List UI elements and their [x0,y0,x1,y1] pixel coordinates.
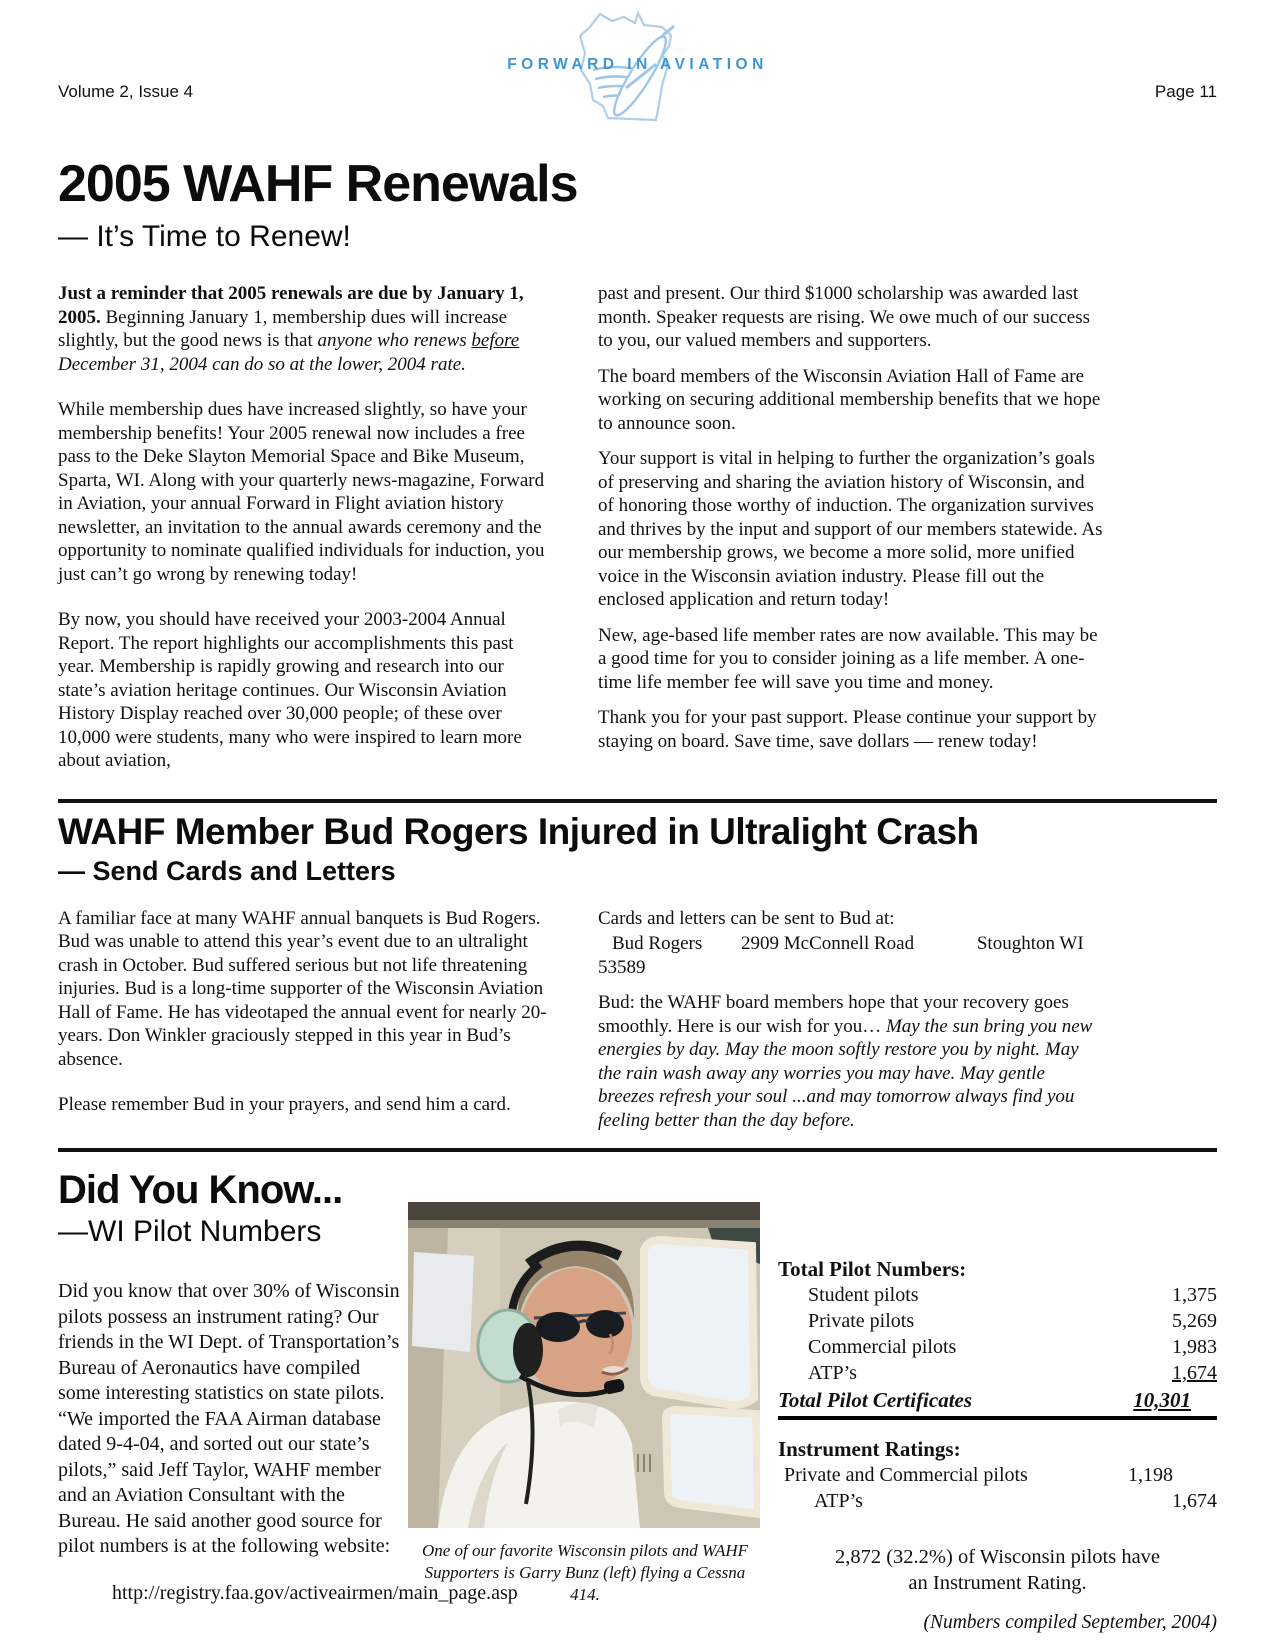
section-divider [58,1148,1217,1152]
renewals-article [58,154,1217,795]
lead-bold-text: Just a reminder that 2005 renewals are due by January 1, 2005. [58,283,524,328]
address-city: Stoughton WI 53589 [598,933,1084,978]
paragraph [58,282,550,376]
volume-label: Volume 2, Issue 4 [58,82,194,101]
total-pilot-numbers-header: Total Pilot Numbers: [778,1257,967,1281]
bud-address [598,932,1103,979]
photo-caption-line: One of our favorite Wisconsin pilots and WAHF [421,1541,749,1560]
total-certificates-value: 10,301 [1133,1388,1191,1412]
total-certificates-row [778,1386,1217,1420]
did-you-know-article [58,1160,1217,1636]
renewals-title: 2005 WAHF Renewals [58,155,578,213]
paragraph: While membership dues have increased slightly, so have your membership benefits! Your 2005 renewal now includes a free pass to the Deke Slayton Memorial Space and Bike Museum, Sparta, WI. Along with your quarterly news-magazine, Forward in Aviation, your annual Forward in Flight aviation history newsletter, an invitation to the annual awards ceremony and the opportunity to nominate qualified individuals for induction, you just can’t go wrong by renewing today! [58,399,545,585]
table-row [778,1360,1217,1386]
bud-columns [58,907,1217,1145]
instrument-rating-summary [778,1544,1217,1596]
underlined-text: before [471,330,520,351]
bud-title: WAHF Member Bud Rogers Injured in Ultralight Crash [58,810,979,852]
stat-label: Student pilots [808,1284,919,1306]
stat-label: Private pilots [808,1310,915,1332]
stat-label: ATP’s [808,1362,857,1384]
bud-subtitle: — Send Cards and Letters [58,855,396,886]
did-you-know-title: Did You Know... [58,1168,343,1212]
renewals-right-column [598,282,1103,795]
stat-label: Commercial pilots [808,1336,957,1358]
pilot-statistics-table [762,1256,1217,1636]
paragraph: The board members of the Wisconsin Aviation Hall of Fame are working on securing additional membership benefits that we hope to announce soon. [598,365,1101,434]
paragraph: A familiar face at many WAHF annual banquets is Bud Rogers. Bud was unable to attend this year’s event due to an ultralight crash in October. Bud suffered serious but not life threatening injuries. Bud is a long-time supporter of the Wisconsin Aviation Hall of Fame. He has videotaped the annual event for nearly 20-years. Don Winkler graciously stepped in this year in Bud’s absence. [58,907,547,1070]
address-street: 2909 McConnell Road [741,933,915,954]
cockpit-photo [408,1202,760,1528]
paragraph: Thank you for your past support. Please continue your support by staying on board. Save time, save dollars — renew today! [598,707,1097,752]
table-row [778,1488,1217,1514]
summary-line: 2,872 (32.2%) of Wisconsin pilots have [834,1546,1161,1568]
renewals-left-column [58,282,550,795]
table-row [778,1334,1217,1360]
stat-label: Private and Commercial pilots [784,1464,1028,1486]
pilot-photo-figure [408,1202,762,1636]
body-text: Bud: the WAHF board members hope that your recovery goes smoothly. Here is our wish for you… [598,992,1069,1037]
did-you-know-subtitle: —WI Pilot Numbers [58,1215,322,1248]
italic-text: December 31, 2004 can do so at the lower, 2004 rate. [58,353,466,375]
italic-wish-text: May the sun bring you new energies by day. May the moon softly restore you by night. May the rain wash away any worries you may have. May gentle breezes refresh your soul ...and may tomorrow always find you feeling better than the day before. [598,1015,1093,1131]
photo-caption-line: Supporters is Garry Bunz (left) flying a Cessna 414. [424,1563,746,1604]
address-name: Bud Rogers [612,933,703,954]
stat-label: ATP’s [814,1490,863,1512]
section-divider [58,799,1217,803]
page-header [58,0,1217,128]
stat-value: 1,375 [1172,1284,1217,1306]
bud-rogers-article [58,811,1217,1145]
paragraph: past and present. Our third $1000 scholarship was awarded last month. Speaker requests are rising. We owe much of our success to you, our valued members and supporters. [598,283,1090,351]
italic-text: anyone who renews [317,330,472,351]
stat-value: 1,674 [1172,1362,1217,1384]
paragraph [598,991,1103,1132]
paragraph: Your support is vital in helping to further the organization’s goals of preserving and sharing the aviation history of Wisconsin, and of honoring those worthy of induction. The organization survives and thrives by the input and support of our members statewide. As our membership grows, we become a more solid, more unified voice in the Wisconsin aviation industry. Please fill out the enclosed application and return today! [598,448,1103,610]
bud-left-column [58,907,550,1145]
page-number: Page 11 [1154,82,1217,101]
paragraph: By now, you should have received your 2003-2004 Annual Report. The report highlights our accomplishments this past year. Membership is rapidly growing and research into our state’s aviation heritage continues. Our Wisconsin Aviation History Display reached over 30,000 people; of these over 10,000 were students, many who were inspired to learn more about aviation, [58,609,522,771]
summary-line: an Instrument Rating. [908,1572,1087,1594]
paragraph: Cards and letters can be sent to Bud at: [598,907,895,929]
table-row [778,1462,1217,1488]
faa-registry-link[interactable]: http://registry.faa.gov/activeairmen/main_page.asp [112,1581,518,1604]
cockpit-photo-illustration [408,1202,760,1528]
renewals-columns [58,282,1217,795]
stat-value: 1,198 [1128,1464,1173,1486]
stat-value: 5,269 [1172,1310,1217,1332]
did-you-know-left-column [58,1160,518,1636]
table-row [778,1308,1217,1334]
paragraph: Please remember Bud in your prayers, and send him a card. [58,1094,511,1115]
compiled-note: (Numbers compiled September, 2004) [923,1612,1217,1633]
renewals-subtitle: — It’s Time to Renew! [58,220,351,253]
forward-in-aviation-logo [507,8,768,138]
table-row [778,1282,1217,1308]
instrument-ratings-header: Instrument Ratings: [778,1437,961,1461]
paragraph: New, age-based life member rates are now available. This may be a good time for you to consider joining as a life member. A one-time life member fee will save you time and money. [598,624,1098,693]
stat-value: 1,983 [1172,1336,1217,1358]
body-text: Beginning January 1, membership dues will increase slightly, but the good news is that [58,306,508,351]
logo-wordmark: FORWARD IN AVIATION [507,56,768,73]
photo-caption [408,1540,762,1606]
total-certificates-label: Total Pilot Certificates [778,1388,973,1412]
bud-right-column [598,907,1103,1145]
stat-value: 1,674 [1172,1490,1217,1512]
paragraph: Did you know that over 30% of Wisconsin pilots possess an instrument rating? Our friends in the WI Dept. of Transportation’s Bureau of Aeronautics have compiled some interesting statistics on state pilots. “We imported the FAA Airman database dated 9-4-04, and sorted out our state’s pilots,” said Jeff Taylor, WAHF member and an Aviation Consultant with the Bureau. He said another good source for pilot numbers is at the following website: [58,1280,400,1557]
